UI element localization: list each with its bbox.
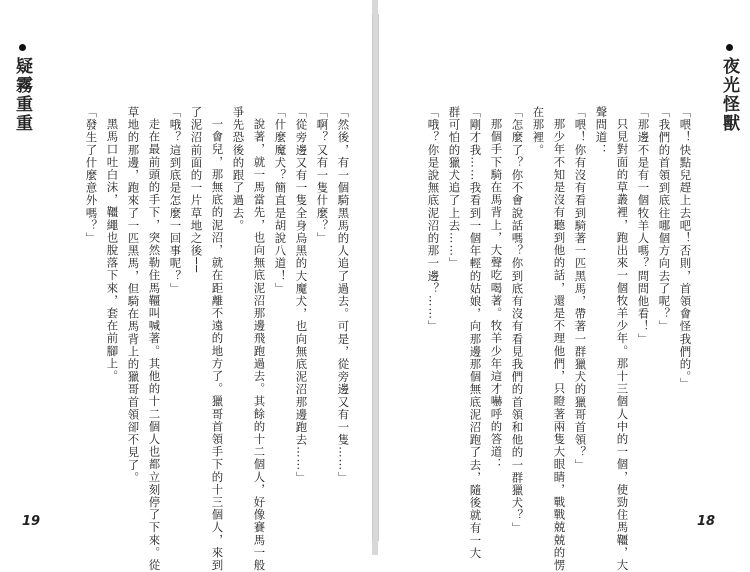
right-page	[378, 14, 745, 572]
right-page-number: 18	[697, 514, 716, 529]
left-column-12: 黑馬口吐白沫，韁繩也脫落下來，套在前腳上。	[105, 118, 120, 383]
right-column-13: 「哦？你是說無底泥沼的那一邊？……」	[426, 106, 441, 333]
left-page-number: 19	[22, 514, 41, 529]
left-column-13: 「發生了什麼意外嗎？」	[84, 106, 99, 245]
left-column-4: 「什麼魔犬？簡直是胡說八道！」	[273, 106, 288, 295]
left-column-10: 走在最前頭的手下，突然勒住馬韁叫喊著。其他的十二個人也都立刻停了下來。從	[147, 118, 162, 572]
right-column-3: 「那邊不是有一個牧羊人嗎？問問他看！」	[636, 106, 651, 346]
left-column-6: 爭先恐後的跟了過去。	[231, 106, 246, 232]
right-column-11: 「剛才我……我看到一個年輕的姑娘，向那邊那個無底泥沼跑了去，隨後就有一大	[468, 106, 483, 560]
right-column-1: 「喂！快點兒趕上去吧！否則，首領會怪我們的。」	[678, 106, 693, 391]
right-column-5: 聲問道：	[594, 106, 609, 157]
right-column-8: 在那裡。	[531, 106, 546, 157]
right-column-7: 那少年不知是沒有聽到他的話，還是不理他們，只瞪著兩隻大眼睛，戰戰兢兢的愣	[552, 118, 567, 572]
right-column-9: 「怎麼了？你不會說話嗎？你到底有沒有看見我們的首領和他的一群獵犬？」	[510, 106, 525, 535]
right-column-12: 群可怕的獵犬追了上去……」	[447, 106, 462, 270]
right-column-6: 「喂！你有沒有看到騎著一匹黑馬，帶著一群獵犬的獵哥首領？」	[573, 106, 588, 472]
left-column-3: 「從旁邊又有一隻全身烏黑的大魔犬，也向無底泥沼那邊跑去……」	[294, 106, 309, 484]
left-column-1: 「然後，有一個騎黑馬的人追了過去。可是，從旁邊又有一隻……」	[336, 106, 351, 484]
left-column-8: 了泥沼前面的一片草地之後──	[189, 106, 204, 274]
right-column-2: 「我們的首領到底往哪個方向去了呢？」	[657, 106, 672, 333]
left-page-title: 疑霧重重	[12, 57, 32, 133]
right-page-header	[717, 44, 742, 133]
left-column-2: 「啊？又有一隻什麼？」	[315, 106, 330, 245]
right-column-10: 那個手下騎在馬背上，大聲吃喝著。牧羊少年這才嚇呼的答道：	[489, 118, 504, 471]
left-column-5: 說著，就一馬當先，也向無底泥沼那邊飛跑過去。其餘的十二個人，好像賽馬一般	[252, 118, 267, 572]
bullet-dot-icon	[726, 44, 733, 51]
right-column-4: 只見對面的草叢裡，跑出來一個牧羊少年。那十三個人中的一個，使勁住馬韁，大	[615, 118, 630, 572]
bullet-dot-icon	[19, 44, 26, 51]
left-column-7: 一會兒，那無底的泥沼，就在距離不遠的地方了。獵哥首領手下的十三個人，來到	[210, 118, 225, 572]
left-page-header	[10, 44, 35, 133]
left-page	[4, 14, 373, 572]
right-page-title: 夜光怪獸	[719, 57, 739, 133]
left-column-11: 草地的那邊，跑來了一匹黑馬，但騎在馬背上的獵哥首領卻不見了。	[126, 106, 141, 484]
left-column-9: 「哦？這到底是怎麼一回事呢？」	[168, 106, 183, 295]
